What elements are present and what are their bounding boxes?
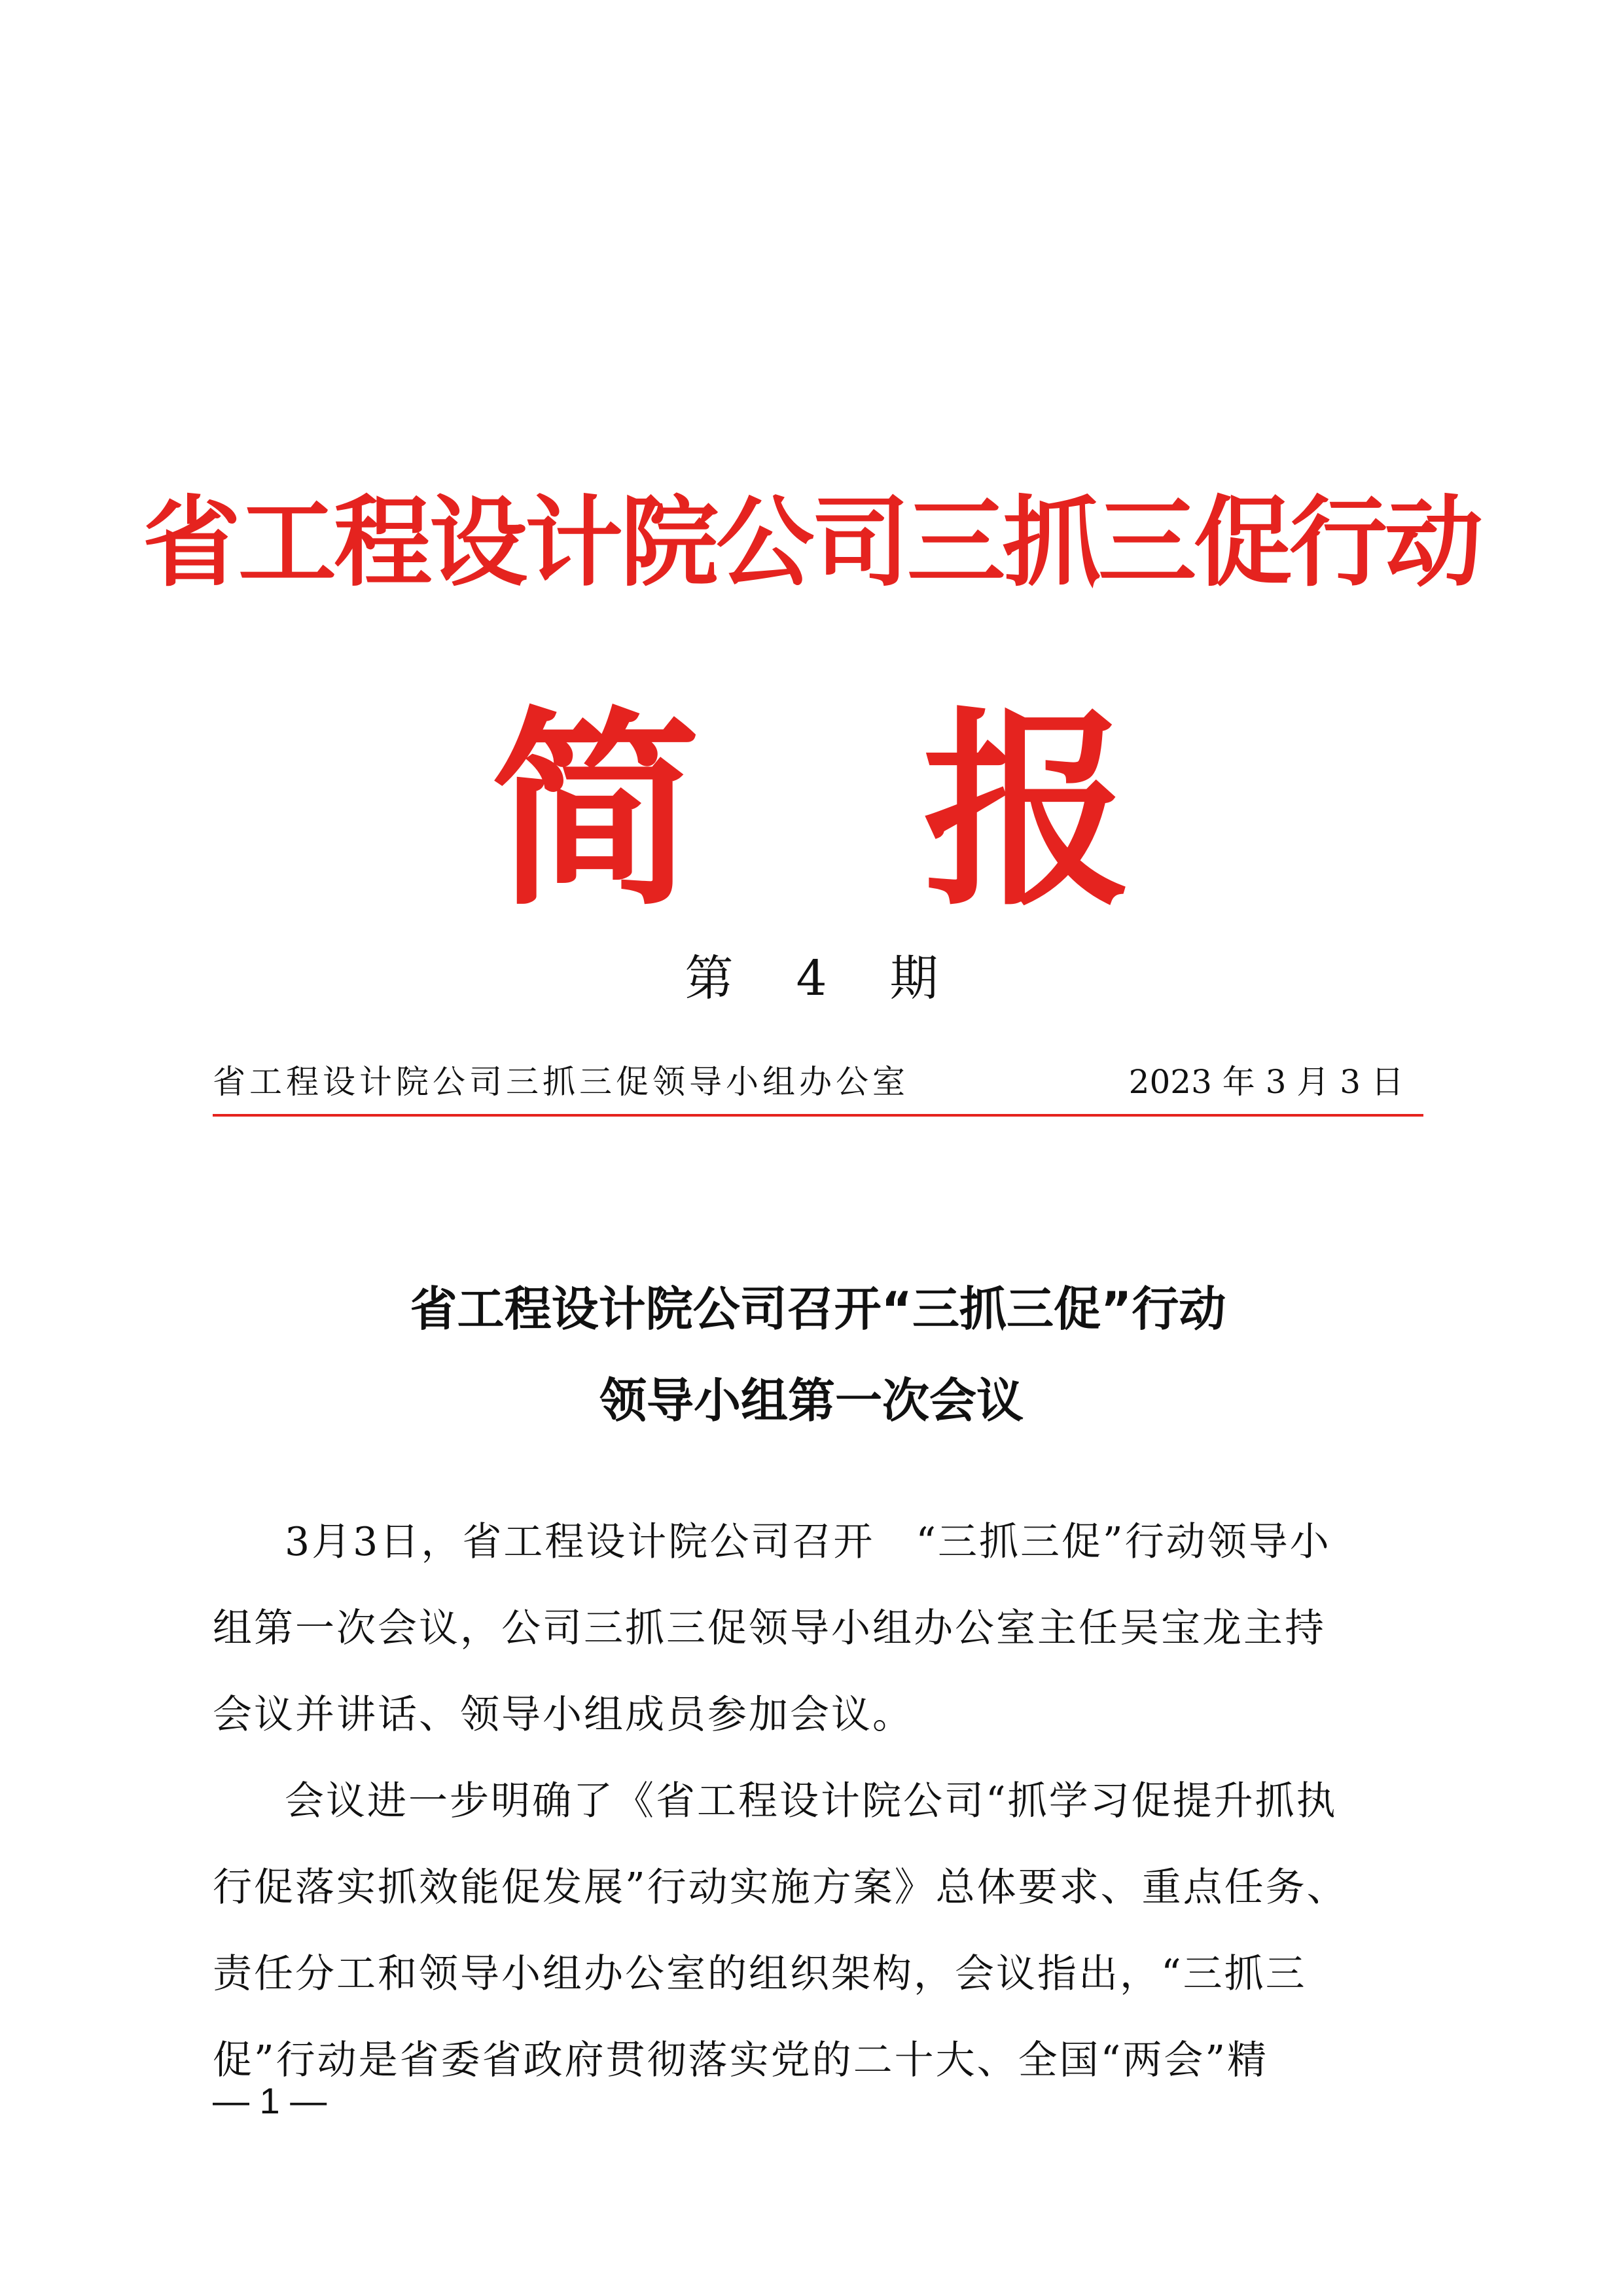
headline-line-1: 省工程设计院公司召开“三抓三促”行动 — [410, 1282, 1226, 1336]
masthead-brief-char-1: 简 — [491, 689, 700, 934]
article-headline — [0, 1263, 1623, 1446]
body-line: 会议进一步明确了《省工程设计院公司“抓学习促提升抓执 — [285, 1778, 1338, 1824]
masthead-title: 省工程设计院公司三抓三促行动 — [142, 486, 1480, 600]
body-line: 3月3日，省工程设计院公司召开 “三抓三促”行动领导小 — [285, 1519, 1331, 1565]
issue-value: 4 — [796, 950, 827, 1007]
issue-number — [0, 949, 1623, 1008]
body-line: 行促落实抓效能促发展”行动实施方案》总体要求、重点任务、 — [213, 1865, 1348, 1910]
meta-row — [213, 1059, 1423, 1105]
masthead-brief-char-2: 报 — [923, 689, 1132, 934]
body-line: 促”行动是省委省政府贯彻落实党的二十大、全国“两会”精 — [213, 2037, 1269, 2083]
body-line: 会议并讲话、领导小组成员参加会议。 — [213, 1692, 914, 1738]
masthead-brief — [0, 689, 1623, 934]
body-line: 组第一次会议，公司三抓三促领导小组办公室主任吴宝龙主持 — [213, 1605, 1326, 1651]
issue-date: 2023 年 3 月 3 日 — [1128, 1063, 1404, 1101]
issuer: 省工程设计院公司三抓三促领导小组办公室 — [213, 1063, 909, 1101]
headline-line-2: 领导小组第一次会议 — [599, 1373, 1024, 1428]
issue-prefix: 第 — [685, 950, 734, 1007]
issue-suffix: 期 — [889, 950, 938, 1007]
page-number: — 1 — — [213, 2080, 327, 2121]
red-divider — [213, 1114, 1423, 1117]
body-line: 责任分工和领导小组办公室的组织架构，会议指出，“三抓三 — [213, 1951, 1307, 1997]
article-body — [213, 1499, 1456, 2104]
